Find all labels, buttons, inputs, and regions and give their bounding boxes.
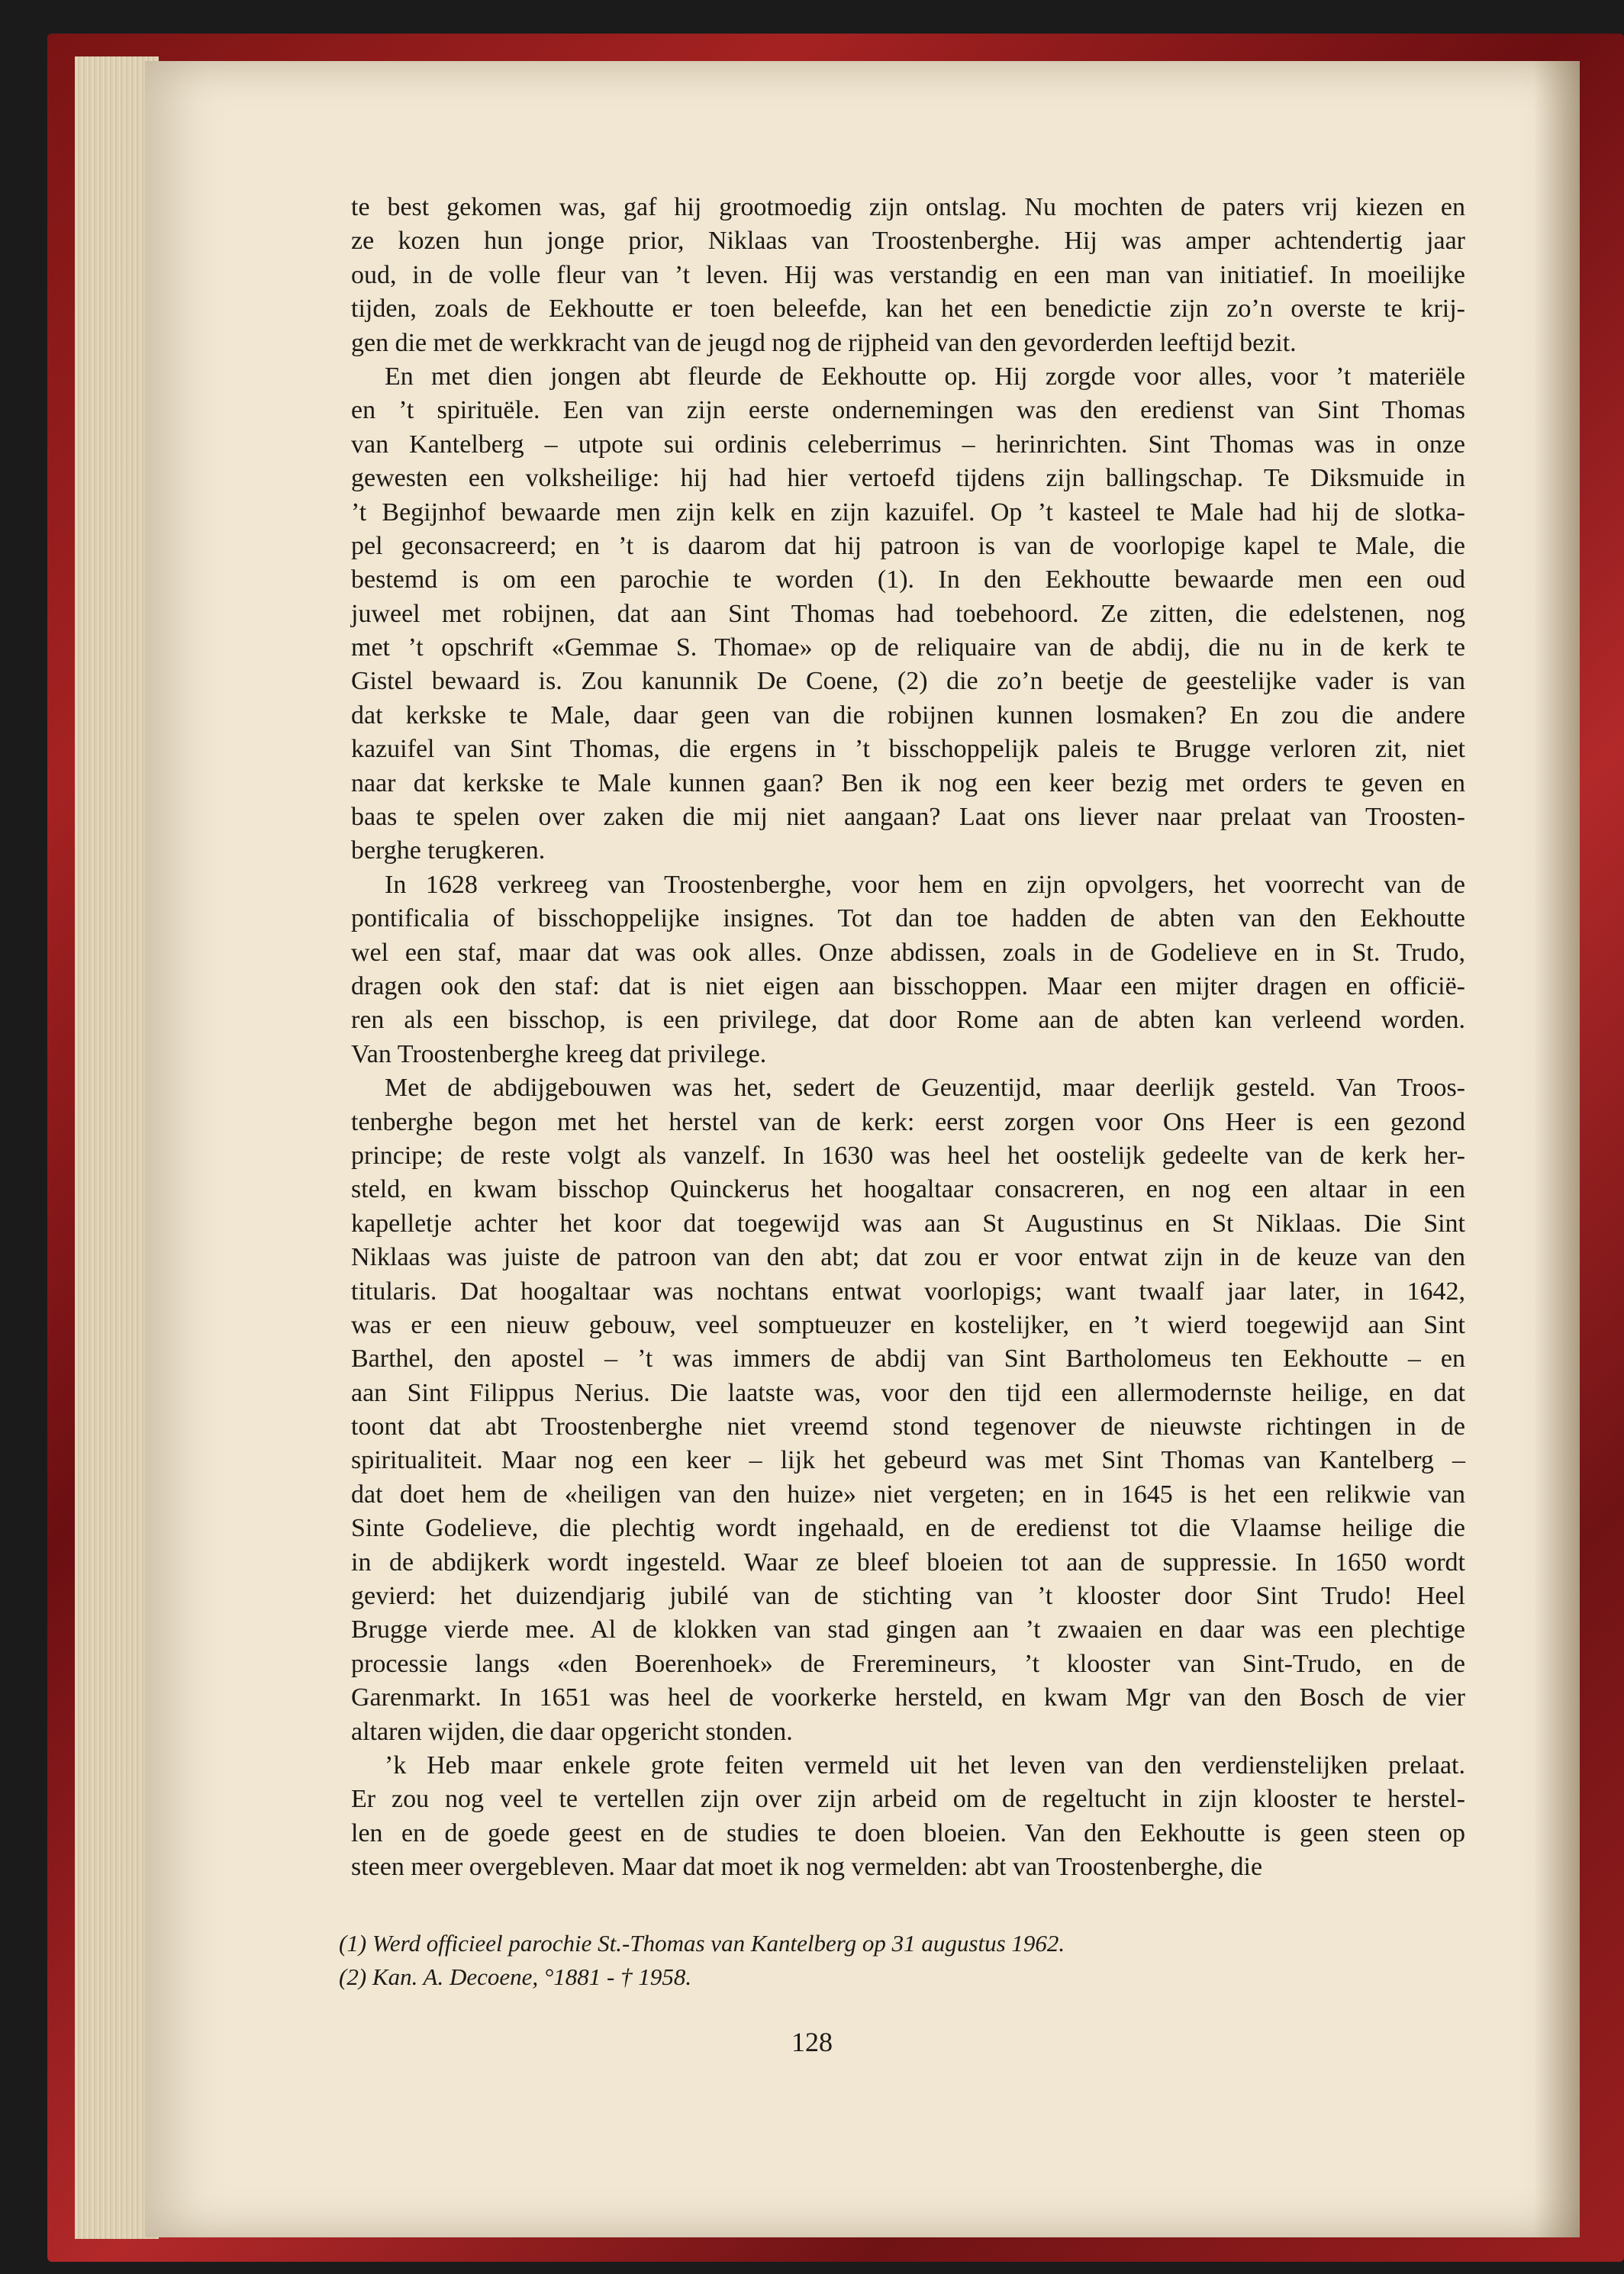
text-line: ’t Begijnhof bewaarde men zijn kelk en zijn kazuifel. Op ’t kasteel te Male had hij de slotka-: [351, 498, 1465, 527]
text-line: gewesten een volksheilige: hij had hier vertoefd tijdens zijn ballingschap. Te Diksmuide in: [351, 464, 1465, 493]
text-line: pel geconsacreerd; en ’t is daarom dat hij patroon is van de voorlopige kapel te Male, die: [351, 531, 1465, 560]
text-line: kapelletje achter het koor dat toegewijd was aan St Augustinus en St Niklaas. Die Sint: [351, 1209, 1465, 1238]
text-line: gen die met de werkkracht van de jeugd nog de rijpheid van den gevorderden leeftijd bezit.: [351, 328, 1297, 357]
text-line: In 1628 verkreeg van Troostenberghe, voor hem en zijn opvolgers, het voorrecht van de: [385, 870, 1465, 899]
text-line: Niklaas was juiste de patroon van den abt; dat zou er voor entwat zijn in de keuze van den: [351, 1243, 1465, 1272]
text-line: ren als een bisschop, is een privilege, dat door Rome aan de abten kan verleend worden.: [351, 1006, 1465, 1035]
text-line: pontificalia of bisschoppelijke insignes. Tot dan toe hadden de abten van den Eekhoutte: [351, 904, 1465, 933]
text-line: Gistel bewaard is. Zou kanunnik De Coene, (2) die zo’n beetje de geestelijke vader is van: [351, 667, 1465, 696]
text-line: was er een nieuw gebouw, veel somptueuzer en kostelijker, en ’t wierd toegewijd aan Sint: [351, 1310, 1465, 1339]
footnotes: [339, 1927, 1453, 1994]
text-line: bestemd is om een parochie te worden (1). In den Eekhoutte bewaarde men een oud: [351, 565, 1465, 594]
text-line: steld, en kwam bisschop Quinckerus het hoogaltaar consacreren, en nog een altaar in een: [351, 1175, 1465, 1204]
text-line: gevierd: het duizendjarig jubilé van de stichting van ’t klooster door Sint Trudo! Heel: [351, 1582, 1465, 1611]
text-line: en ’t spirituële. Een van zijn eerste ondernemingen was den eredienst van Sint Thomas: [351, 396, 1465, 425]
paragraph: [351, 1071, 1465, 1749]
text-line: altaren wijden, die daar opgericht stonden.: [351, 1717, 793, 1746]
spine-shadow: [1534, 61, 1580, 2237]
text-line: dragen ook den staf: dat is niet eigen aan bisschoppen. Maar een mijter dragen en officië-: [351, 971, 1465, 1000]
paragraph: [351, 868, 1465, 1071]
body-text: [351, 191, 1465, 1885]
text-line: dat kerkske te Male, daar geen van die robijnen kunnen losmaken? En zou die andere: [351, 701, 1465, 730]
text-line: Garenmarkt. In 1651 was heel de voorkerke hersteld, en kwam Mgr van den Bosch de vier: [351, 1683, 1465, 1712]
text-line: ’k Heb maar enkele grote feiten vermeld uit het leven van den verdienstelijken prelaat.: [385, 1751, 1465, 1780]
text-line: van Kantelberg – utpote sui ordinis celeberrimus – herinrichten. Sint Thomas was in onze: [351, 430, 1465, 459]
text-line: Sinte Godelieve, die plechtig wordt ingehaald, en de eredienst tot die Vlaamse heilige die: [351, 1514, 1465, 1543]
text-line: juweel met robijnen, dat aan Sint Thomas had toebehoord. Ze zitten, die edelstenen, nog: [351, 599, 1465, 628]
text-line: processie langs «den Boerenhoek» de Freremineurs, ’t klooster van Sint-Trudo, en de: [351, 1649, 1465, 1678]
footnote-1: (1) Werd officieel parochie St.-Thomas van Kantelberg op 31 augustus 1962.: [339, 1930, 1065, 1957]
text-line: Er zou nog veel te vertellen zijn over zijn arbeid om de regeltucht in zijn klooster te herstel-: [351, 1785, 1465, 1814]
text-line: tenberghe begon met het herstel van de kerk: eerst zorgen voor Ons Heer is een gezond: [351, 1107, 1465, 1136]
text-line: spiritualiteit. Maar nog een keer – lijk het gebeurd was met Sint Thomas van Kantelberg –: [351, 1446, 1465, 1475]
footnote-2: (2) Kan. A. Decoene, °1881 - † 1958.: [339, 1963, 692, 1990]
paragraph: [351, 191, 1465, 360]
text-line: aan Sint Filippus Nerius. Die laatste was, voor den tijd een allermodernste heilige, en dat: [351, 1378, 1465, 1407]
paragraph: [351, 1749, 1465, 1885]
text-line: Brugge vierde mee. Al de klokken van stad gingen aan ’t zwaaien en daar was een plechtige: [351, 1615, 1465, 1644]
text-line: toont dat abt Troostenberghe niet vreemd stond tegenover de nieuwste richtingen in de: [351, 1412, 1465, 1441]
page-number: 128: [791, 2027, 833, 2057]
text-line: steen meer overgebleven. Maar dat moet ik nog vermelden: abt van Troostenberghe, die: [351, 1853, 1263, 1882]
text-line: oud, in de volle fleur van ’t leven. Hij was verstandig en een man van initiatief. In moeilijke: [351, 260, 1465, 289]
text-line: Met de abdijgebouwen was het, sedert de Geuzentijd, maar deerlijk gesteld. Van Troos-: [385, 1074, 1465, 1103]
text-line: Van Troostenberghe kreeg dat privilege.: [351, 1039, 767, 1068]
text-line: te best gekomen was, gaf hij grootmoedig zijn ontslag. Nu mochten de paters vrij kiezen en: [351, 193, 1465, 221]
text-line: met ’t opschrift «Gemmae S. Thomae» op de reliquaire van de abdij, die nu in de kerk te: [351, 633, 1465, 662]
text-line: En met dien jongen abt fleurde de Eekhoutte op. Hij zorgde voor alles, voor ’t materiële: [385, 362, 1465, 391]
text-line: titularis. Dat hoogaltaar was nochtans entwat voorlopigs; want twaalf jaar later, in 1642,: [351, 1277, 1465, 1306]
text-line: tijden, zoals de Eekhoutte er toen beleefde, kan het een benedictie zijn zo’n overste te krij-: [351, 295, 1465, 324]
text-line: in de abdijkerk wordt ingesteld. Waar ze bleef bloeien tot aan de suppressie. In 1650 wordt: [351, 1548, 1465, 1577]
text-line: kazuifel van Sint Thomas, die ergens in ’t bisschoppelijk paleis te Brugge verloren zit, niet: [351, 735, 1465, 764]
text-line: baas te spelen over zaken die mij niet aangaan? Laat ons liever naar prelaat van Troosten-: [351, 803, 1465, 832]
text-line: dat doet hem de «heiligen van den huize» niet vergeten; en in 1645 is het een relikwie van: [351, 1480, 1465, 1509]
text-line: naar dat kerkske te Male kunnen gaan? Ben ik nog een keer bezig met orders te geven en: [351, 768, 1465, 797]
paragraph: [351, 360, 1465, 868]
text-line: wel een staf, maar dat was ook alles. Onze abdissen, zoals in de Godelieve en in St. Trudo,: [351, 938, 1465, 967]
text-line: principe; de reste volgt als vanzelf. In 1630 was heel het oostelijk gedeelte van de kerk her-: [351, 1141, 1465, 1170]
text-line: Barthel, den apostel – ’t was immers de abdij van Sint Bartholomeus ten Eekhoutte – en: [351, 1345, 1465, 1374]
text-line: len en de goede geest en de studies te doen bloeien. Van den Eekhoutte is geen steen op: [351, 1818, 1465, 1847]
text-line: berghe terugkeren.: [351, 836, 546, 865]
text-line: ze kozen hun jonge prior, Niklaas van Troostenberghe. Hij was amper achtendertig jaar: [351, 227, 1465, 256]
